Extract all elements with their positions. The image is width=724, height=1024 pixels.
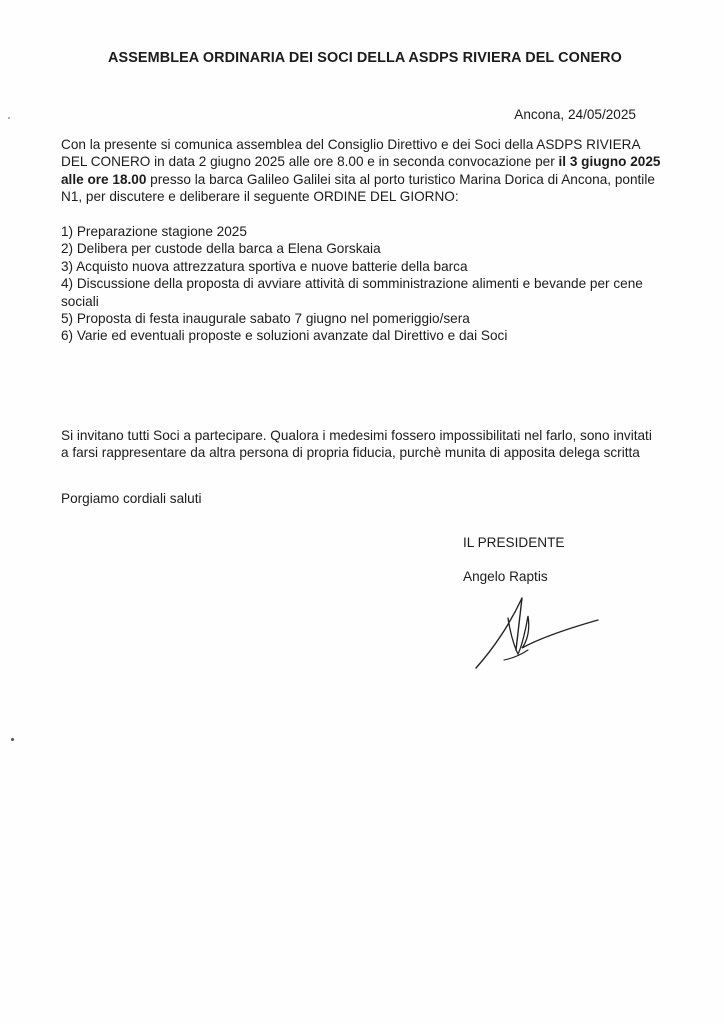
agenda-item: 1) Preparazione stagione 2025	[61, 224, 247, 239]
intro-text-bold: il 3 giugno 2025 alle ore 18.00	[61, 154, 661, 187]
agenda-item: 2) Delibera per custode della barca a Elena Gorskaia	[61, 241, 381, 257]
agenda-item: 3) Acquisto nuova attrezzatura sportiva e nuove batterie della barca	[61, 258, 468, 274]
scan-speck	[8, 117, 10, 119]
agenda-item: 4) Discussione della proposta di avviare attività di somministrazione alimenti e bevande per cene sociali	[61, 276, 643, 309]
agenda-list	[61, 223, 661, 345]
agenda-item: 5) Proposta di festa inaugurale sabato 7 giugno nel pomeriggio/sera	[61, 311, 470, 327]
invite-paragraph: Si invitano tutti Soci a partecipare. Qualora i medesimi fossero impossibilitati nel farlo, sono invitati a farsi rappresentare da altra persona di propria fiducia, purchè munita di apposita delega scritta	[61, 428, 652, 461]
intro-text-part2: presso la barca Galileo Galilei sita al porto turistico Marina Dorica di Ancona, pontile N1, per discutere e deliberare il seguente ORDINE DEL GIORNO:	[61, 171, 655, 205]
agenda-item: 6) Varie ed eventuali proposte e soluzioni avanzate dal Direttivo e dai Soci	[61, 328, 508, 344]
document-title: ASSEMBLEA ORDINARIA DEI SOCI DELLA ASDPS RIVIERA DEL CONERO	[108, 50, 622, 66]
intro-paragraph	[61, 136, 661, 206]
handwritten-signature	[470, 588, 610, 674]
scan-speck	[11, 738, 14, 741]
intro-text-part1: Con la presente si comunica assemblea del Consiglio Direttivo e dei Soci della ASDPS RIVIERA DEL CONERO in data 2 giugno 2025 alle ore 8.00 e in seconda convocazione per	[61, 137, 640, 170]
closing-line: Porgiamo cordiali saluti	[61, 491, 202, 506]
signatory-name: Angelo Raptis	[463, 569, 548, 584]
signatory-role: IL PRESIDENTE	[463, 535, 565, 550]
place-date: Ancona, 24/05/2025	[514, 107, 636, 122]
